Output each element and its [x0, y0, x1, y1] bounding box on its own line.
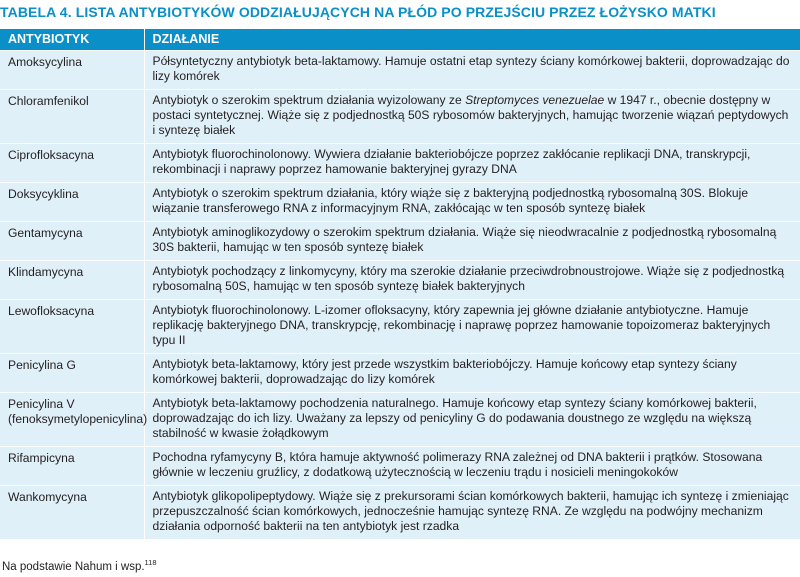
- drug-name: Penicylina G: [0, 354, 144, 393]
- column-header-antibiotic: ANTYBIOTYK: [0, 29, 144, 51]
- footnote-text: Na podstawie Nahum i wsp.: [2, 561, 145, 573]
- table-row: [0, 90, 800, 144]
- drug-name: Gentamycyna: [0, 222, 144, 261]
- drug-name: Lewofloksacyna: [0, 300, 144, 354]
- drug-name: Doksycyklina: [0, 183, 144, 222]
- antibiotics-table: [0, 29, 800, 539]
- table-row: [0, 486, 800, 540]
- table-row: [0, 300, 800, 354]
- drug-action: Antybiotyk pochodzący z linkomycyny, który ma szerokie działanie przeciwdrobnoustrojowe. Wiąże się z podjednostką rybosomalną 50S, hamując w ten sposób syntezę białek bakteryjnych: [144, 261, 800, 300]
- table-row: [0, 393, 800, 447]
- table-row: [0, 261, 800, 300]
- drug-name: Amoksycylina: [0, 51, 144, 90]
- drug-name: Ciprofloksacyna: [0, 144, 144, 183]
- table-row: [0, 222, 800, 261]
- drug-name: Wankomycyna: [0, 486, 144, 540]
- drug-name: Chloramfenikol: [0, 90, 144, 144]
- drug-name: Penicylina V (fenoksymetylopenicylina): [0, 393, 144, 447]
- drug-action: Antybiotyk fluorochinolonowy. Wywiera działanie bakteriobójcze poprzez zakłócanie replikacji DNA, transkrypcji, rekombinacji i naprawy poprzez hamowanie bakteryjnej gyrazy DNA: [144, 144, 800, 183]
- column-header-action: DZIAŁANIE: [144, 29, 800, 51]
- drug-name: Klindamycyna: [0, 261, 144, 300]
- drug-name: Rifampicyna: [0, 447, 144, 486]
- table-title-text: LISTA ANTYBIOTYKÓW ODDZIAŁUJĄCYCH NA PŁÓD PO PRZEJŚCIU PRZEZ ŁOŻYSKO MATKI: [75, 4, 716, 20]
- table-row: [0, 183, 800, 222]
- drug-action: Antybiotyk aminoglikozydowy o szerokim spektrum działania. Wiąże się nieodwracalnie z podjednostką rybosomalną 30S bakterii, hamując w ten sposób syntezę białek: [144, 222, 800, 261]
- table-row: [0, 51, 800, 90]
- drug-action: Antybiotyk fluorochinolonowy. L-izomer ofloksacyny, który zapewnia jej główne działanie antybiotyczne. Hamuje replikację bakteryjnego DNA, transkrypcję, rekombinację i naprawę poprzez hamowanie topoizomeraz bakteryjnych typu II: [144, 300, 800, 354]
- table-row: [0, 354, 800, 393]
- drug-action: Pochodna ryfamycyny B, która hamuje aktywność polimerazy RNA zależnej od DNA bakterii i prątków. Stosowana głównie w leczeniu gruźlicy, z dodatkową użytecznością w leczeniu trądu i nosicieli meningokoków: [144, 447, 800, 486]
- source-footnote: [2, 558, 157, 573]
- drug-action-text: Antybiotyk o szerokim spektrum działania wyizolowany ze: [152, 93, 466, 107]
- drug-action-text: w 1947 r., obecnie dostępny w postaci syntetycznej. Wiąże się z podjednostką 50S rybosomów bakteryjnych, hamując tworzenie wiązań peptydowych i syntezę białek: [152, 93, 789, 137]
- drug-action: [144, 90, 800, 144]
- drug-action-organism: Streptomyces venezuelae: [465, 93, 605, 107]
- drug-action: Półsyntetyczny antybiotyk beta-laktamowy. Hamuje ostatni etap syntezy ściany komórkowej bakterii, doprowadzając do lizy komórek: [144, 51, 800, 90]
- table-title-prefix: TABELA 4.: [0, 4, 72, 20]
- table-row: [0, 144, 800, 183]
- footnote-reference: 118: [144, 558, 157, 567]
- table-row: [0, 447, 800, 486]
- drug-action: Antybiotyk beta-laktamowy pochodzenia naturalnego. Hamuje końcowy etap syntezy ściany komórkowej bakterii, doprowadzając do ich lizy. Uważany za lepszy od penicyliny G do podawania doustnego ze względu na większą stabilność w kwasie żołądkowym: [144, 393, 800, 447]
- drug-action: Antybiotyk glikopolipeptydowy. Wiąże się z prekursorami ścian komórkowych bakterii, hamując ich syntezę i zmieniając przepuszczalność ścian komórkowych, jednocześnie hamując syntezę RNA. Ze względu na podwójny mechanizm działania odporność bakterii na ten antybiotyk jest rzadka: [144, 486, 800, 540]
- drug-action: Antybiotyk o szerokim spektrum działania, który wiąże się z bakteryjną podjednostką rybosomalną 30S. Blokuje wiązanie transferowego RNA z informacyjnym RNA, zakłócając w ten sposób syntezę białek: [144, 183, 800, 222]
- table-title: [0, 4, 800, 24]
- table-header-row: [0, 29, 800, 51]
- drug-action: Antybiotyk beta-laktamowy, który jest przede wszystkim bakteriobójczy. Hamuje końcowy etap syntezy ściany komórkowej bakterii, doprowadzając do lizy komórek: [144, 354, 800, 393]
